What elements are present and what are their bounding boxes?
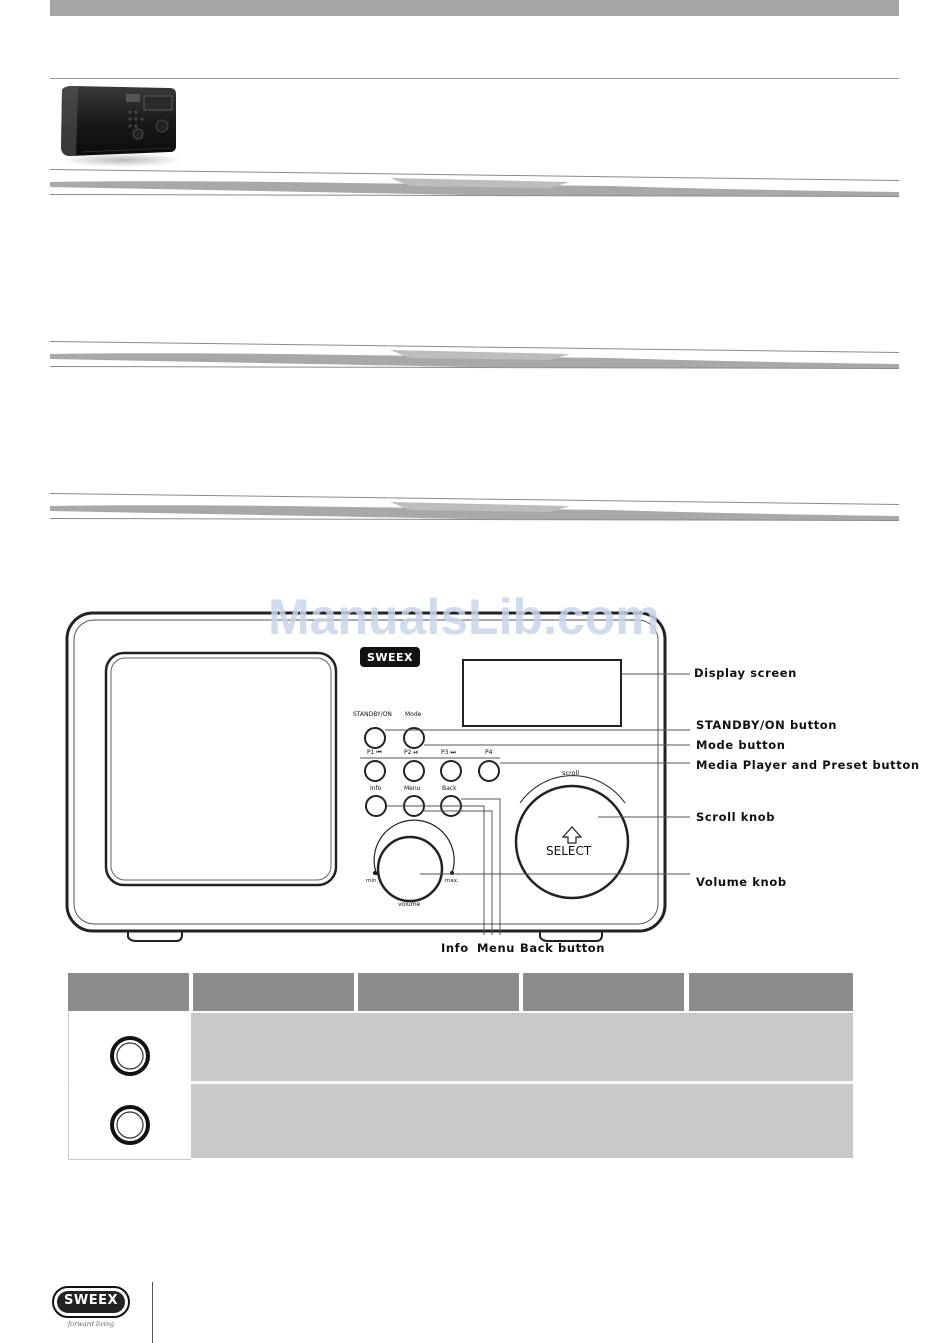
- table-icon-cell: [68, 1084, 191, 1160]
- back-label: Back: [442, 785, 457, 792]
- callout-standby-button: STANDBY/ON button: [696, 718, 838, 732]
- table-description-cell: [191, 1013, 853, 1081]
- callout-media-preset-button: Media Player and Preset button: [696, 758, 920, 772]
- callout-display-screen: Display screen: [694, 666, 797, 680]
- p2-label: P2 ⏯: [404, 749, 419, 756]
- table-description-cell: [191, 1084, 853, 1158]
- callout-mode-button: Mode button: [696, 738, 786, 752]
- table-header-cell: [68, 973, 189, 1011]
- table-header-cell: [358, 973, 519, 1011]
- round-button-icon: [109, 1104, 151, 1146]
- footer-logo: [52, 1286, 130, 1332]
- callout-back-button: Back button: [520, 941, 606, 955]
- table-icon-cell: [68, 1013, 191, 1083]
- select-label: SELECT: [546, 844, 592, 858]
- standby-label: STANDBY/ON: [353, 711, 392, 718]
- footer-logo-text: SWEEX: [64, 1293, 118, 1308]
- p1-label: P1 ⏮: [367, 749, 382, 756]
- volume-min-label: min.: [366, 878, 379, 884]
- volume-max-label: max.: [445, 878, 459, 884]
- watermark: ManualsLib.com: [268, 589, 660, 645]
- p3-label: P3 ⏭: [441, 749, 456, 756]
- header-rule: [50, 78, 899, 79]
- info-label: Info: [370, 785, 382, 792]
- header-bar: [50, 0, 899, 16]
- product-thumbnail: [52, 82, 182, 168]
- diagram-brand-logo: SWEEX: [366, 650, 414, 664]
- callout-info: Info: [441, 941, 469, 955]
- table-row: [68, 1084, 853, 1160]
- section-divider: [50, 166, 899, 202]
- p4-label: P4: [485, 749, 493, 756]
- round-button-icon: [109, 1035, 151, 1077]
- table-header-cell: [523, 973, 684, 1011]
- mode-label: Mode: [405, 711, 422, 718]
- footer-tagline: forward living: [67, 1320, 115, 1328]
- table-header-row: [68, 973, 853, 1011]
- section-divider: [50, 490, 899, 526]
- footer-separator: [152, 1282, 153, 1343]
- callout-menu: Menu: [477, 941, 516, 955]
- table-row: [68, 1013, 853, 1083]
- menu-label: Menu: [404, 785, 421, 792]
- scroll-label: scroll: [562, 769, 580, 777]
- table-header-cell: [689, 973, 853, 1011]
- section-divider: [50, 338, 899, 374]
- callout-scroll-knob: Scroll knob: [696, 810, 776, 824]
- table-header-cell: [193, 973, 354, 1011]
- callout-volume-knob: Volume knob: [696, 875, 787, 889]
- volume-label: volume: [398, 901, 421, 908]
